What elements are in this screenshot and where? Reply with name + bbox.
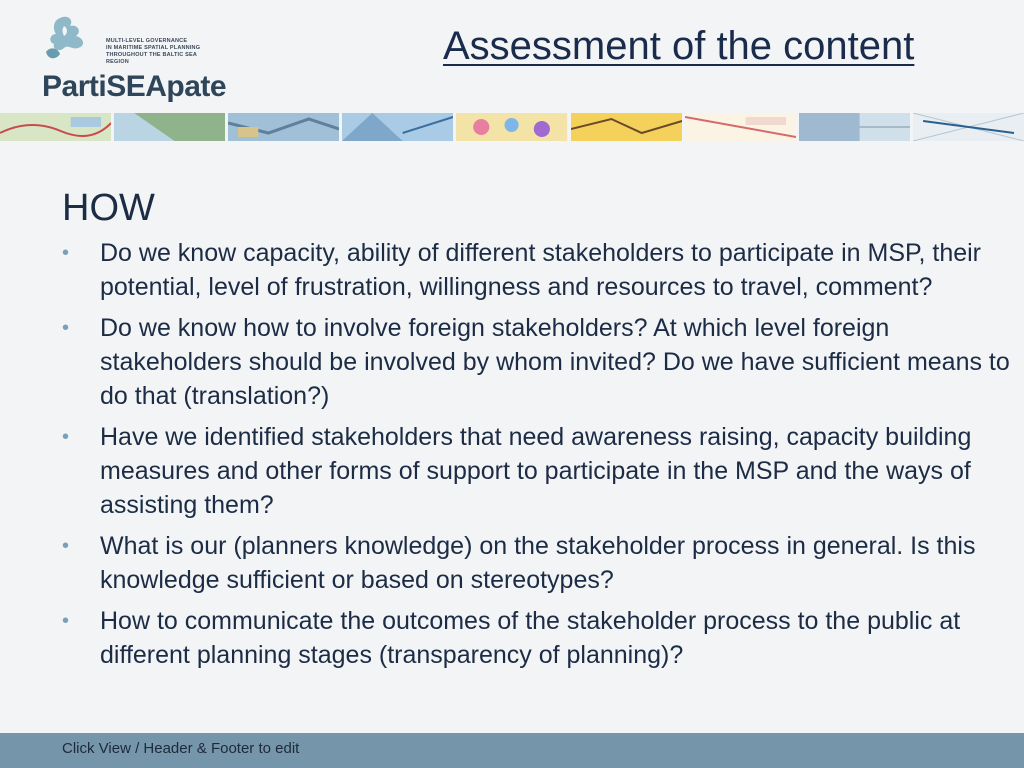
- partiseapate-logo: [38, 12, 227, 104]
- list-item: [62, 420, 1012, 522]
- bullet-icon: •: [62, 426, 70, 448]
- map-thumbnail: [913, 113, 1024, 141]
- list-item-text: Do we know how to involve foreign stakeholders? At which level foreign stakeholders should be involved by whom invited? Do we have sufficient means to do that (translation?): [100, 314, 1010, 410]
- map-thumbnail: [571, 113, 682, 141]
- bullet-icon: •: [62, 610, 70, 632]
- list-item-text: How to communicate the outcomes of the stakeholder process to the public at different planning stages (transparency of planning)?: [100, 607, 961, 669]
- list-item: [62, 529, 1012, 597]
- section-heading: HOW: [62, 187, 155, 229]
- bullet-list: [62, 236, 1012, 672]
- map-thumbnail: [228, 113, 339, 141]
- map-thumbnail: [0, 113, 111, 141]
- bullet-icon: •: [62, 317, 70, 339]
- slide-body: [62, 186, 1012, 679]
- footer-bar: [0, 733, 1024, 768]
- list-item: [62, 604, 1012, 672]
- logo-tagline: MULTI-LEVEL GOVERNANCE IN MARITIME SPATIAL PLANNING THROUGHOUT THE BALTIC SEA REGION: [106, 38, 201, 65]
- footer-text: Click View / Header & Footer to edit: [62, 740, 300, 757]
- map-thumbnail: [342, 113, 453, 141]
- list-item-text: What is our (planners knowledge) on the stakeholder process in general. Is this knowledge sufficient or based on stereotypes?: [100, 532, 976, 594]
- list-item-text: Have we identified stakeholders that need awareness raising, capacity building measures and other forms of support to participate in the MSP and the ways of assisting them?: [100, 423, 972, 519]
- map-thumbnail: [799, 113, 910, 141]
- map-thumbnail: [114, 113, 225, 141]
- list-item: [62, 311, 1012, 413]
- list-item-text: Do we know capacity, ability of different stakeholders to participate in MSP, their potential, level of frustration, willingness and resources to travel, comment?: [100, 239, 982, 301]
- slide-title: Assessment of the content: [443, 24, 915, 68]
- map-thumbnail: [685, 113, 796, 141]
- bullet-icon: •: [62, 242, 70, 264]
- map-thumbnail: [456, 113, 567, 141]
- bullet-icon: •: [62, 535, 70, 557]
- logo-wordmark: PartiSEApate: [42, 70, 227, 103]
- list-item: [62, 236, 1012, 304]
- map-thumbnail-strip: [0, 113, 1024, 141]
